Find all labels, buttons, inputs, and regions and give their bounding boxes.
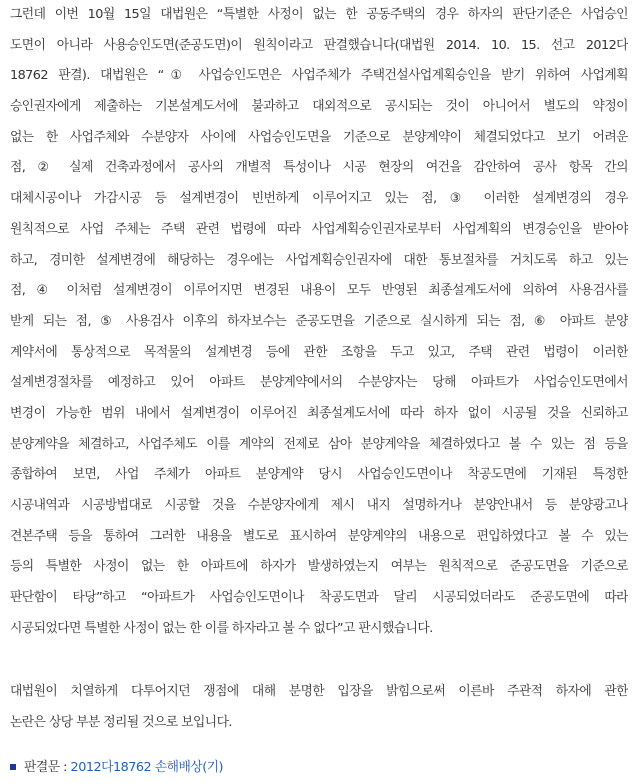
paragraph-1-line: 대체시공이나 가감시공 등 설계변경이 빈번하게 이루어지고 있는 점, ③ 이러한 설계변경의 경우 <box>10 191 628 207</box>
paragraph-1-line: 판단함이 타당”하고 “아파트가 사업승인도면이나 착공도면과 달리 시공되었더라도 준공도면에 따라 <box>10 590 628 606</box>
paragraph-1-line: 시공되었다면 특별한 사정이 없는 한 이를 하자라고 볼 수 없다”고 판시했습니다. <box>10 620 433 636</box>
paragraph-1-line: 설계변경절차를 예정하고 있어 아파트 분양계약에서의 수분양자는 당해 아파트가 사업승인도면에서 <box>10 375 628 391</box>
paragraph-1 <box>10 0 628 644</box>
paragraph-1-line: 하고, 경미한 설계변경에 해당하는 경우에는 사업계획승인권자에 대한 통보절차를 거치도록 하고 있는 <box>10 252 628 268</box>
document-body <box>10 0 628 739</box>
paragraph-1-line: 점, ④ 이처럼 설계변경이 이루어지면 변경된 내용이 모두 반영된 최종설계도서에 의하여 사용검사를 <box>10 283 628 299</box>
square-bullet-icon <box>10 764 16 770</box>
paragraph-1-line: 계약서에 통상적으로 목적물의 설계변경 등에 관한 조항을 두고 있고, 주택 관련 법령이 이러한 <box>10 344 628 360</box>
ruling-link[interactable]: 2012다18762 손해배상(기) <box>70 760 224 775</box>
paragraph-2-line: 대법원이 치열하게 다투어지던 쟁점에 대해 분명한 입장을 밝힘으로써 이른바 주관적 하자에 관한 <box>10 684 628 700</box>
paragraph-1-line: 종합하여 보면, 사업 주체가 아파트 분양계약 당시 사업승인도면이나 착공도면에 기재된 특정한 <box>10 467 628 483</box>
paragraph-1-line: 받게 되는 점, ⑤ 사용검사 이후의 하자보수는 준공도면을 기준으로 실시하게 되는 점, ⑥ 아파트 분양 <box>10 313 628 329</box>
paragraph-spacer <box>10 644 628 677</box>
paragraph-1-line: 등의 특별한 사정이 없는 한 아파트에 하자가 발생하였는지 여부는 원칙적으로 준공도면을 기준으로 <box>10 559 628 575</box>
ruling-label: 판결문 : <box>24 760 71 775</box>
paragraph-1-line: 분양계약을 체결하고, 사업주체도 이를 계약의 전제로 삼아 분양계약을 체결하였다고 볼 수 있는 점 등을 <box>10 436 628 452</box>
paragraph-1-line: 그런데 이번 10월 15일 대법원은 “특별한 사정이 없는 한 공동주택의 경우 하자의 판단기준은 사업승인 <box>10 7 628 22</box>
paragraph-1-line: 견본주택 등을 통하여 그러한 내용을 별도로 표시하여 분양계약의 내용으로 편입하였다고 볼 수 있는 <box>10 528 628 544</box>
paragraph-2 <box>10 677 628 738</box>
ruling-reference <box>10 754 223 782</box>
paragraph-1-line: 시공내역과 시공방법대로 시공할 것을 수분양자에게 제시 내지 설명하거나 분양안내서 등 분양광고나 <box>10 498 628 513</box>
paragraph-1-line: 변경이 가능한 범위 내에서 설계변경이 이루어진 최종설계도서에 따라 하자 없이 시공될 것을 신뢰하고 <box>10 405 628 421</box>
paragraph-1-line: 도면이 아니라 사용승인도면(준공도면)이 원칙이라고 판결했습니다(대법원 2014. 10. 15. 선고 2012다 <box>10 37 628 53</box>
paragraph-2-line: 논란은 상당 부분 정리될 것으로 보입니다. <box>10 715 232 731</box>
paragraph-1-line: 원칙적으로 사업 주체는 주택 관련 법령에 따라 사업계획승인권자로부터 사업계획의 변경승인을 받아야 <box>10 221 628 237</box>
paragraph-1-line: 없는 한 사업주체와 수분양자 사이에 사업승인도면을 기준으로 분양계약이 체결되었다고 보기 어려운 <box>10 129 628 145</box>
paragraph-1-line: 승인권자에게 제출하는 기본설계도서에 불과하고 대외적으로 공시되는 것이 아니어서 별도의 약정이 <box>10 99 628 115</box>
paragraph-1-line: 18762 판결). 대법원은 “① 사업승인도면은 사업주체가 주택건설사업계획승인을 받기 위하여 사업계획 <box>10 68 628 84</box>
paragraph-1-line: 점, ② 실제 건축과정에서 공사의 개별적 특성이나 시공 현장의 여건을 감안하여 공사 항목 간의 <box>10 160 628 176</box>
